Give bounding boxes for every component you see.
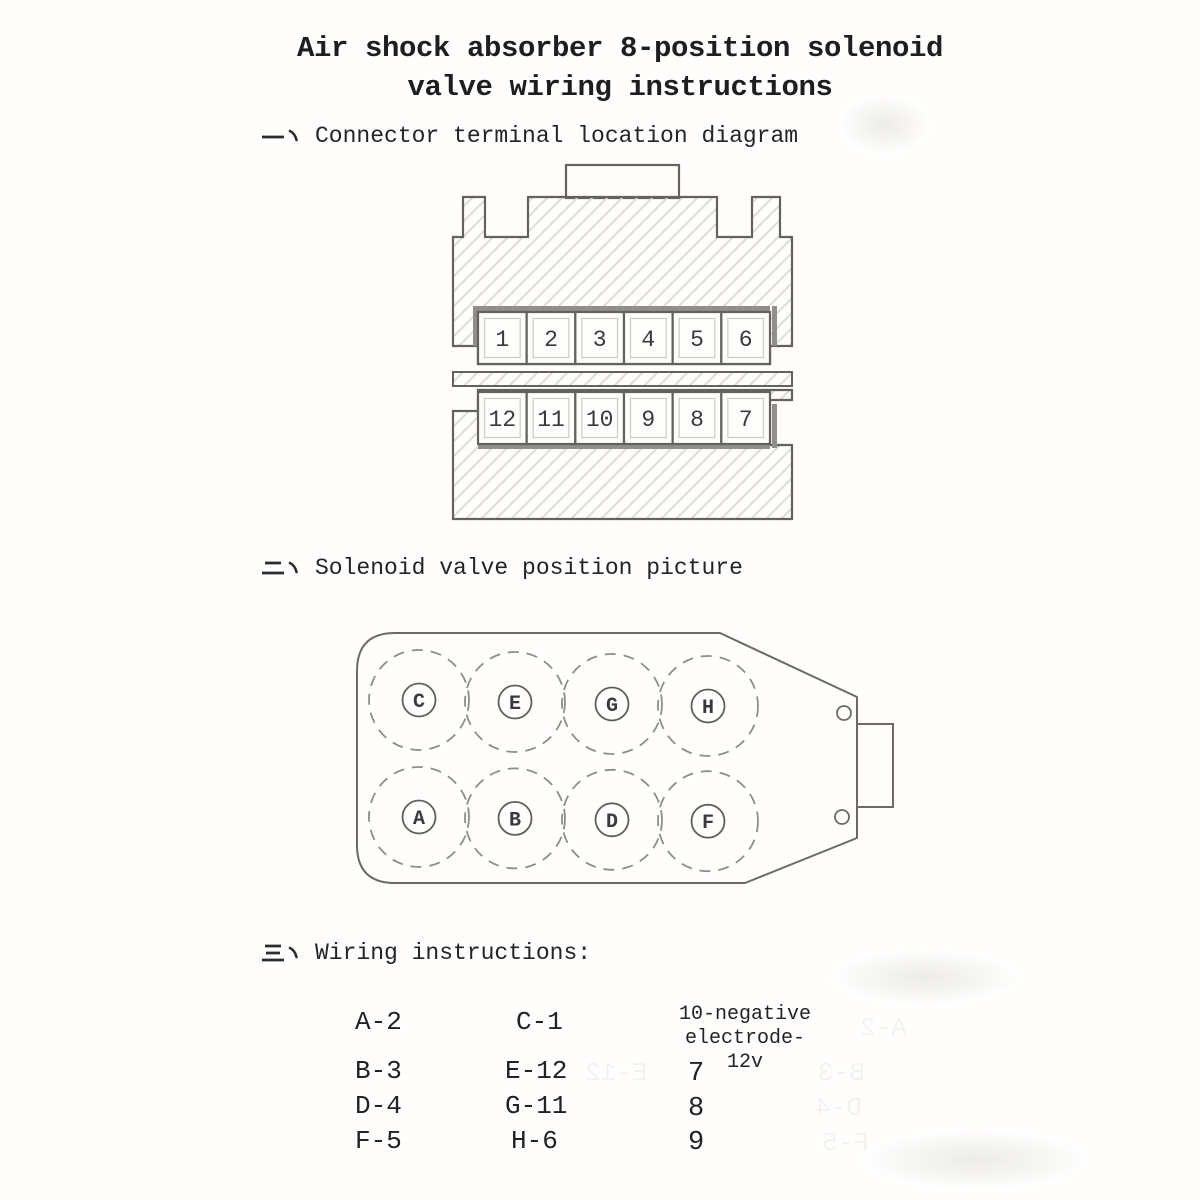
wiring-pair: H-6 xyxy=(511,1126,558,1156)
wiring-pair: A-2 xyxy=(355,1007,402,1037)
solenoid-letter: D xyxy=(605,810,619,834)
connector-terminal-diagram xyxy=(440,155,810,535)
solenoid-letter: F xyxy=(701,812,715,836)
valve-mount-tab xyxy=(857,724,893,807)
section-2-heading-text: Solenoid valve position picture xyxy=(315,555,743,581)
negative-electrode-note-line1: 10-negative xyxy=(678,1003,812,1026)
solenoid-letter: H xyxy=(701,697,715,720)
cjk-numeral-one-icon xyxy=(261,122,305,150)
terminal-number: 1 xyxy=(495,327,510,353)
bleed-through-ghost: D-4 xyxy=(815,1093,862,1123)
section-3-heading-text: Wiring instructions: xyxy=(315,940,592,966)
terminal-number: 8 xyxy=(690,407,704,433)
cjk-numeral-three-icon xyxy=(261,939,305,967)
scan-smudge xyxy=(860,1130,1090,1190)
terminal-number: 12 xyxy=(488,407,517,433)
wiring-pair: G-11 xyxy=(505,1091,568,1121)
solenoid-letter: E xyxy=(508,693,522,716)
recess-shadow-right xyxy=(772,306,777,346)
section-2-heading xyxy=(261,554,743,582)
wiring-terminal-number: 8 xyxy=(688,1094,705,1124)
terminal-number: 3 xyxy=(592,327,607,353)
solenoid-letter: B xyxy=(508,809,522,833)
solenoid-letter: A xyxy=(412,808,426,831)
solenoid-letter: C xyxy=(412,691,426,714)
cjk-numeral-two-icon xyxy=(261,554,305,582)
scan-smudge xyxy=(830,950,1020,1005)
wiring-terminal-number: 9 xyxy=(688,1128,705,1158)
wiring-pair: D-4 xyxy=(355,1091,402,1121)
section-1-heading-text: Connector terminal location diagram xyxy=(315,123,799,149)
bleed-through-ghost: F-5 xyxy=(822,1128,869,1158)
terminal-number: 9 xyxy=(641,407,656,433)
connector-mid-strip xyxy=(453,372,792,386)
solenoid-valve-diagram xyxy=(330,600,910,900)
section-1-heading xyxy=(261,122,798,150)
terminal-number: 11 xyxy=(537,407,565,433)
terminal-number: 7 xyxy=(738,407,753,433)
page-title-line2: valve wiring instructions xyxy=(407,71,833,104)
recess-shadow-right2 xyxy=(772,404,777,448)
negative-electrode-note-line2: electrode-12v xyxy=(684,1027,806,1074)
valve-body-outline xyxy=(357,633,857,883)
wiring-terminal-number: 7 xyxy=(688,1059,705,1089)
wiring-pair: C-1 xyxy=(516,1007,563,1037)
solenoid-letter: G xyxy=(605,695,619,718)
wiring-pair: F-5 xyxy=(355,1126,402,1156)
terminal-number: 2 xyxy=(544,327,558,353)
page-title xyxy=(230,29,1010,107)
bleed-through-ghost: A-2 xyxy=(860,1013,907,1043)
connector-top-tab xyxy=(566,165,679,198)
bleed-through-ghost: B-3 xyxy=(818,1058,865,1088)
terminal-number: 5 xyxy=(690,327,704,353)
wiring-pair: B-3 xyxy=(355,1056,402,1086)
terminal-number: 6 xyxy=(738,327,753,353)
bleed-through-ghost: E-12 xyxy=(585,1058,648,1088)
terminal-number: 4 xyxy=(641,327,656,353)
wiring-pair: E-12 xyxy=(505,1056,568,1086)
section-3-heading xyxy=(261,939,591,967)
terminal-number: 10 xyxy=(585,407,614,433)
page-title-line1: Air shock absorber 8-position solenoid xyxy=(296,32,944,65)
